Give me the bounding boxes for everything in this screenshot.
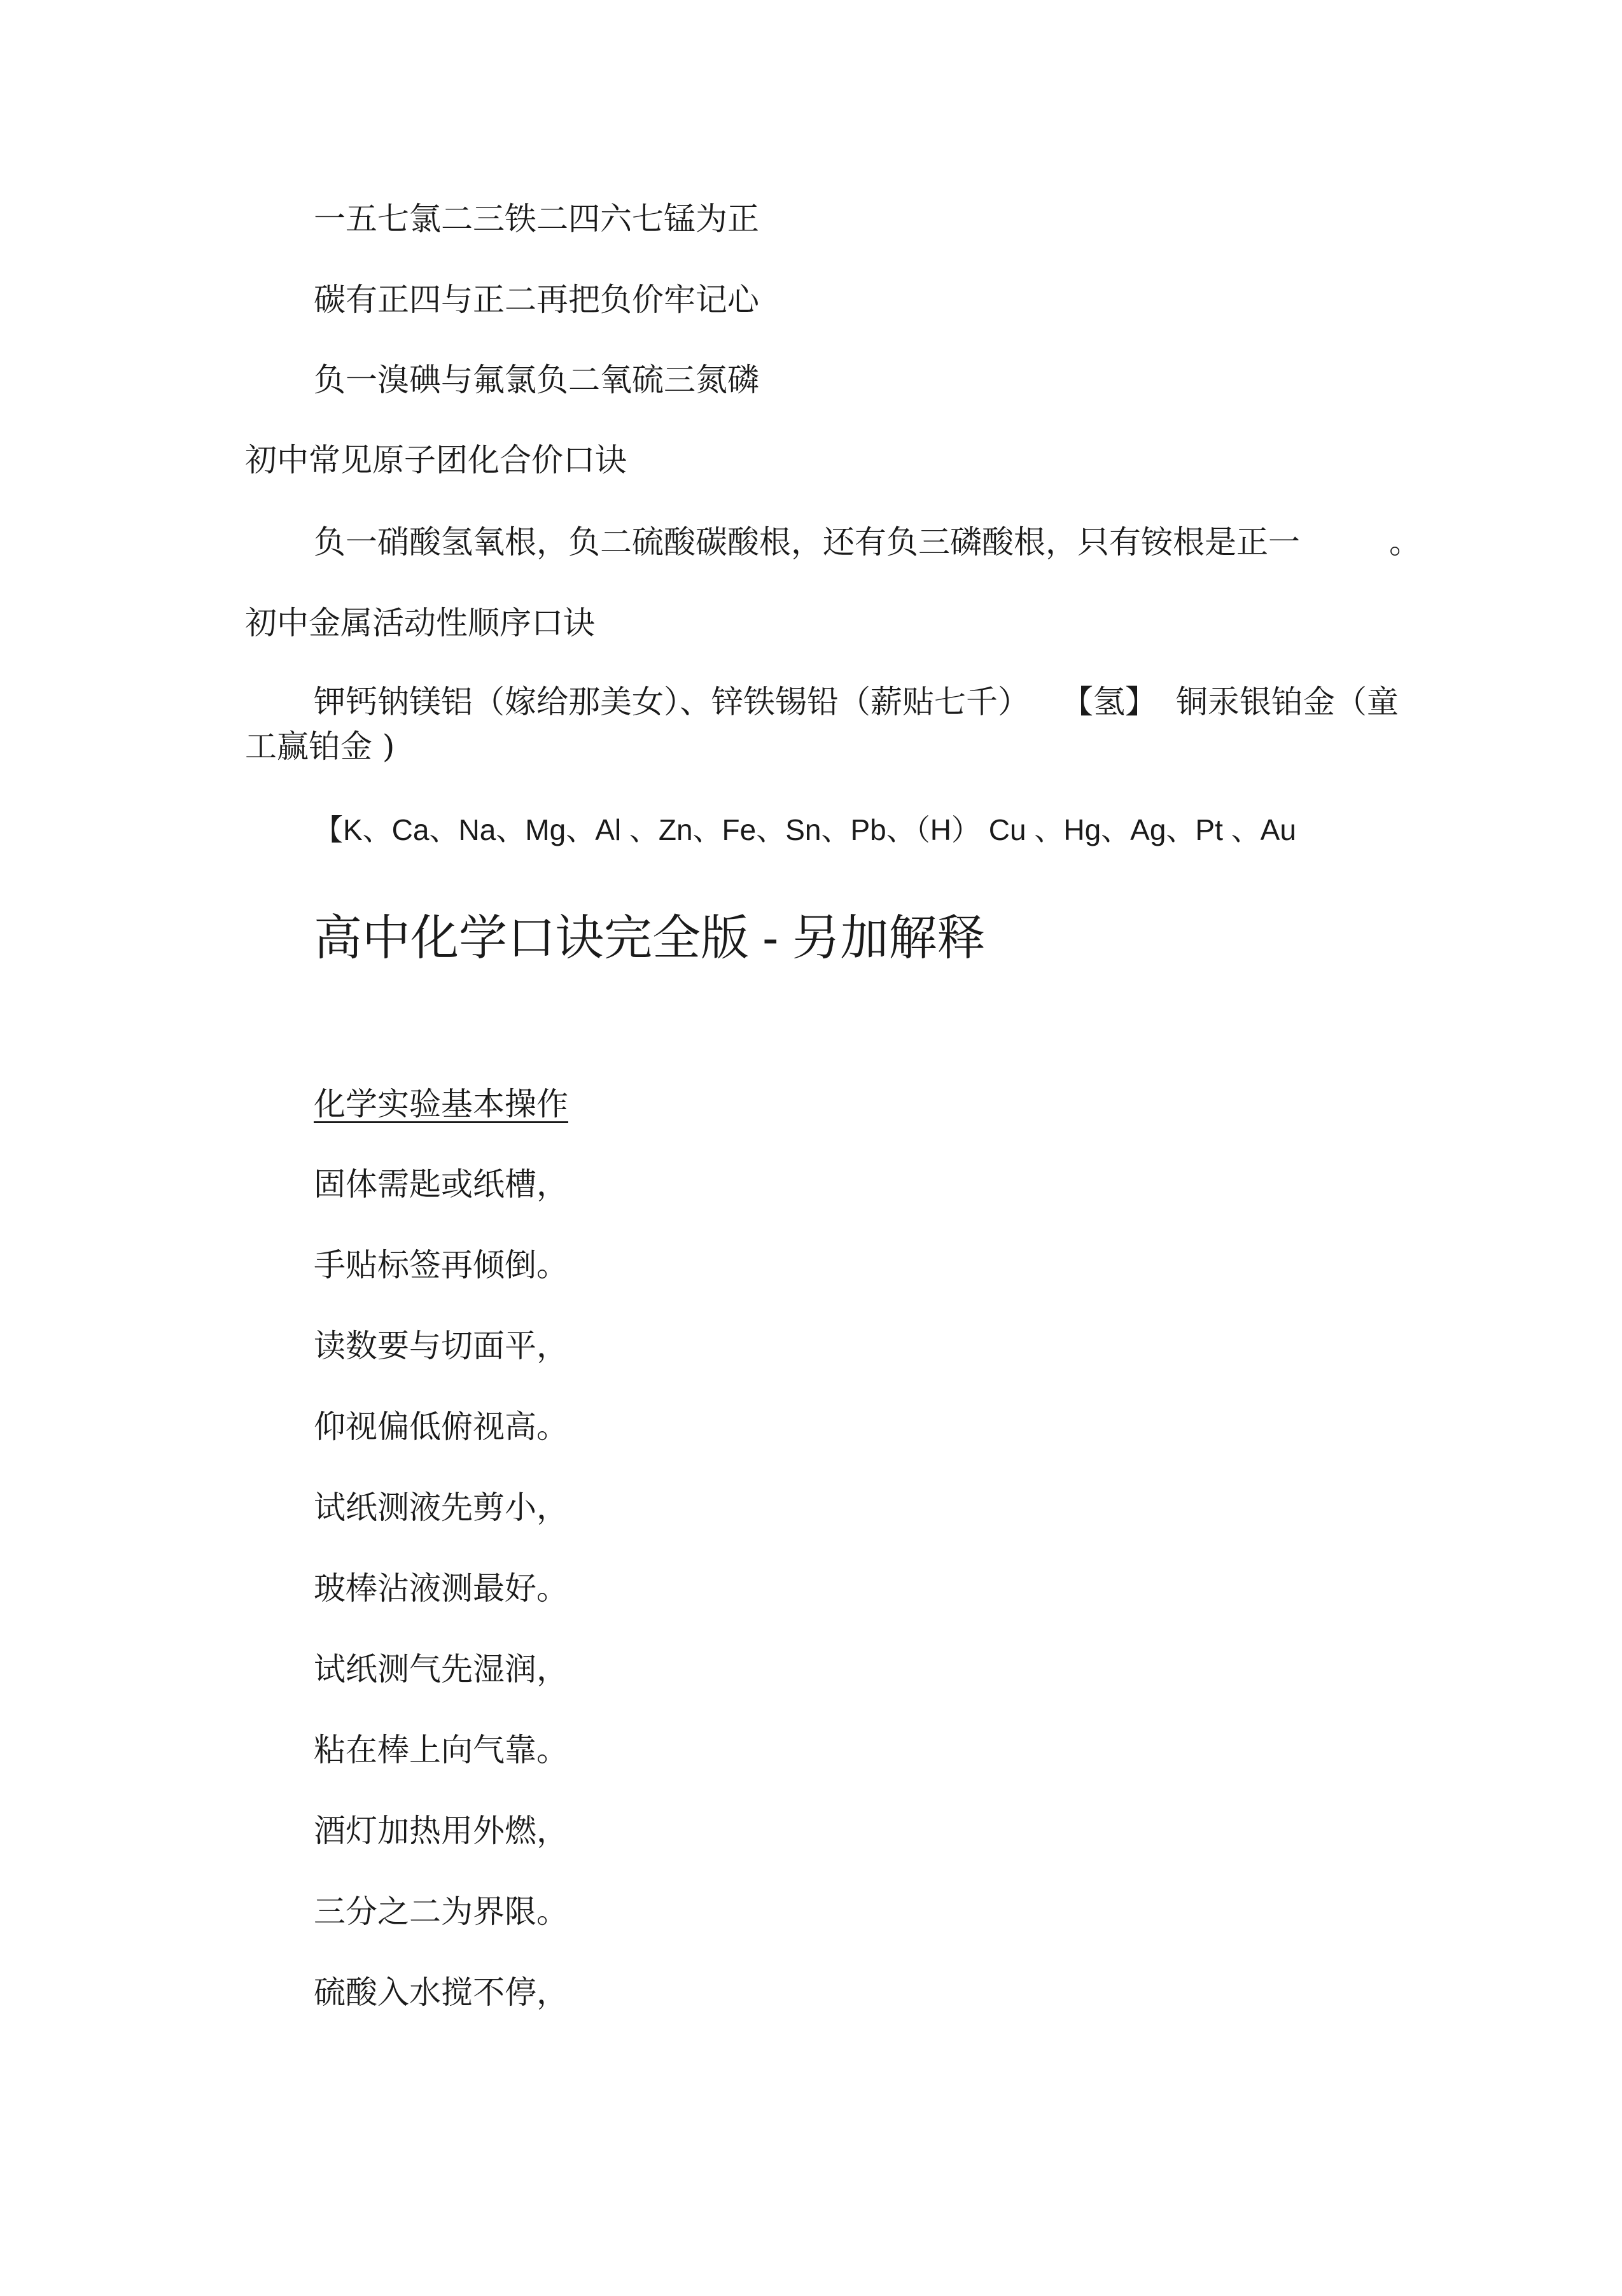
metal-activity-heading: 初中金属活动性顺序口诀 [245,605,595,641]
metal-activity-text-c: 铜汞银铂金（童 [1176,683,1399,720]
verse-line-6: 玻棒沾液测最好。 [314,1570,568,1607]
radical-valence-heading: 初中常见原子团化合价口诀 [245,442,627,479]
verse-line-10: 三分之二为界限。 [314,1893,568,1930]
verse-line-11: 硫酸入水搅不停， [314,1974,568,2011]
verse-line-5: 试纸测液先剪小， [314,1489,568,1526]
section-heading: 化学实验基本操作 [314,1086,568,1123]
page-title: 高中化学口诀完全版 - 另加解释 [314,911,986,965]
verse-line-7: 试纸测气先湿润， [314,1651,568,1688]
metal-activity-line [314,683,1399,721]
verse-line-9: 酒灯加热用外燃， [314,1812,568,1849]
radical-valence-text: 负一硝酸氢氧根，负二硫酸碳酸根，还有负三磷酸根，只有铵根是正一 [314,524,1300,561]
verse-line-1: 固体需匙或纸槽， [314,1166,568,1203]
metal-activity-continuation: 工赢铂金 ) [245,728,395,765]
radical-valence-line [314,523,1421,561]
verse-line-3: 读数要与切面平， [314,1327,568,1364]
verse-line-4: 仰视偏低俯视高。 [314,1408,568,1445]
valence-rhyme-line-1: 一五七氯二三铁二四六七锰为正 [314,200,759,237]
valence-rhyme-line-3: 负一溴碘与氟氯负二氧硫三氮磷 [314,361,759,398]
metal-activity-symbols: 【K、Ca、Na、Mg、Al 、Zn、Fe、Sn、Pb、（H） Cu 、Hg、Ag、Pt 、Au [314,813,1296,846]
verse-line-2: 手贴标签再倾倒。 [314,1247,568,1284]
verse-line-8: 粘在棒上向气靠。 [314,1732,568,1768]
valence-rhyme-line-2: 碳有正四与正二再把负价牢记心 [314,281,759,318]
radical-valence-period: 。 [1389,524,1421,561]
metal-activity-hydrogen: 【氢】 [1061,683,1157,720]
metal-activity-text-a: 钾钙钠镁铝（嫁给那美女）、锌铁锡铅（薪贴七千） [314,683,1030,720]
